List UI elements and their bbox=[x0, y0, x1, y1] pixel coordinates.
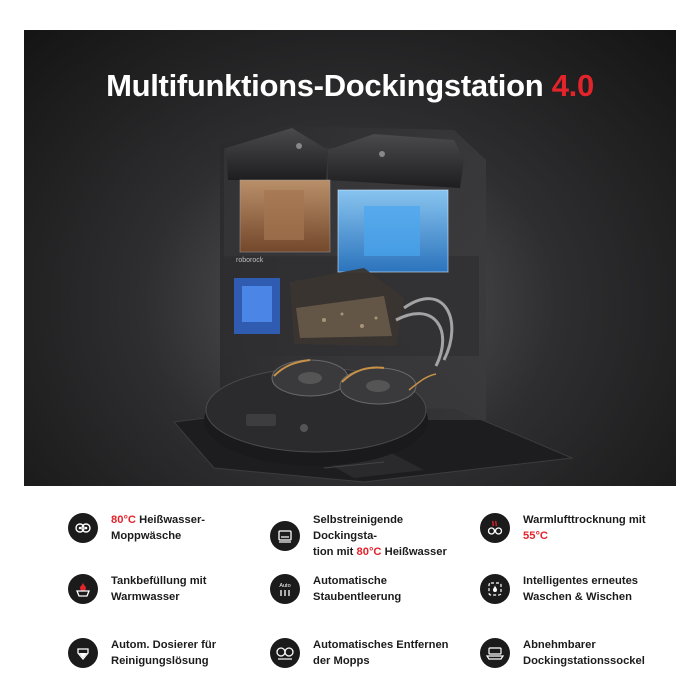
feature-tank-refill bbox=[68, 573, 278, 605]
feature-text: Automatische Staubentleerung bbox=[313, 575, 402, 603]
hero-title-main: Multifunktions-Dockingstation bbox=[106, 68, 552, 103]
feature-warm-air-drying bbox=[480, 512, 690, 544]
feature-text: Tankbefüllung mit Warmwasser bbox=[111, 575, 207, 603]
feature-text: Warmlufttrocknung mit 55°C bbox=[523, 514, 646, 542]
feature-smart-rewash bbox=[480, 573, 690, 605]
feature-text: Selbstreinigende Dockingsta- tion mit 80°C Heißwasser bbox=[313, 514, 447, 558]
warm-air-drying-icon bbox=[480, 513, 510, 543]
self-cleaning-dock-icon bbox=[270, 521, 300, 551]
feature-detachable-base bbox=[480, 637, 690, 669]
hero-banner bbox=[24, 30, 676, 486]
hero-title-accent: 4.0 bbox=[551, 68, 594, 103]
auto-dust-empty-icon bbox=[270, 574, 300, 604]
detachable-base-icon bbox=[480, 638, 510, 668]
feature-self-cleaning-dock bbox=[270, 512, 470, 560]
feature-text: 80°C Heißwasser- Moppwäsche bbox=[111, 514, 206, 542]
dirty-water-tank bbox=[240, 180, 330, 252]
feature-text: Abnehmbarer Dockingstationssockel bbox=[523, 639, 645, 667]
tank-refill-icon bbox=[68, 574, 98, 604]
feature-text: Automatisches Entfernen der Mopps bbox=[313, 639, 449, 667]
feature-text: Autom. Dosierer für Reinigungslösung bbox=[111, 639, 217, 667]
feature-mop-removal bbox=[270, 637, 480, 669]
feature-grid bbox=[0, 500, 700, 700]
auto-dispenser-icon bbox=[68, 638, 98, 668]
brand-mark: roborock bbox=[236, 257, 264, 264]
docking-station-illustration bbox=[24, 30, 676, 486]
smart-rewash-icon bbox=[480, 574, 510, 604]
feature-text: Intelligentes erneutes Waschen & Wischen bbox=[523, 575, 639, 603]
feature-auto-dispenser bbox=[68, 637, 278, 669]
feature-auto-dust-empty bbox=[270, 573, 480, 605]
hot-water-mop-icon bbox=[68, 513, 98, 543]
detergent-container bbox=[234, 278, 280, 334]
feature-hot-water-mop bbox=[68, 512, 278, 544]
mop-removal-icon bbox=[270, 638, 300, 668]
clean-water-tank bbox=[338, 190, 448, 272]
auto-icon-label: Auto bbox=[279, 583, 291, 589]
